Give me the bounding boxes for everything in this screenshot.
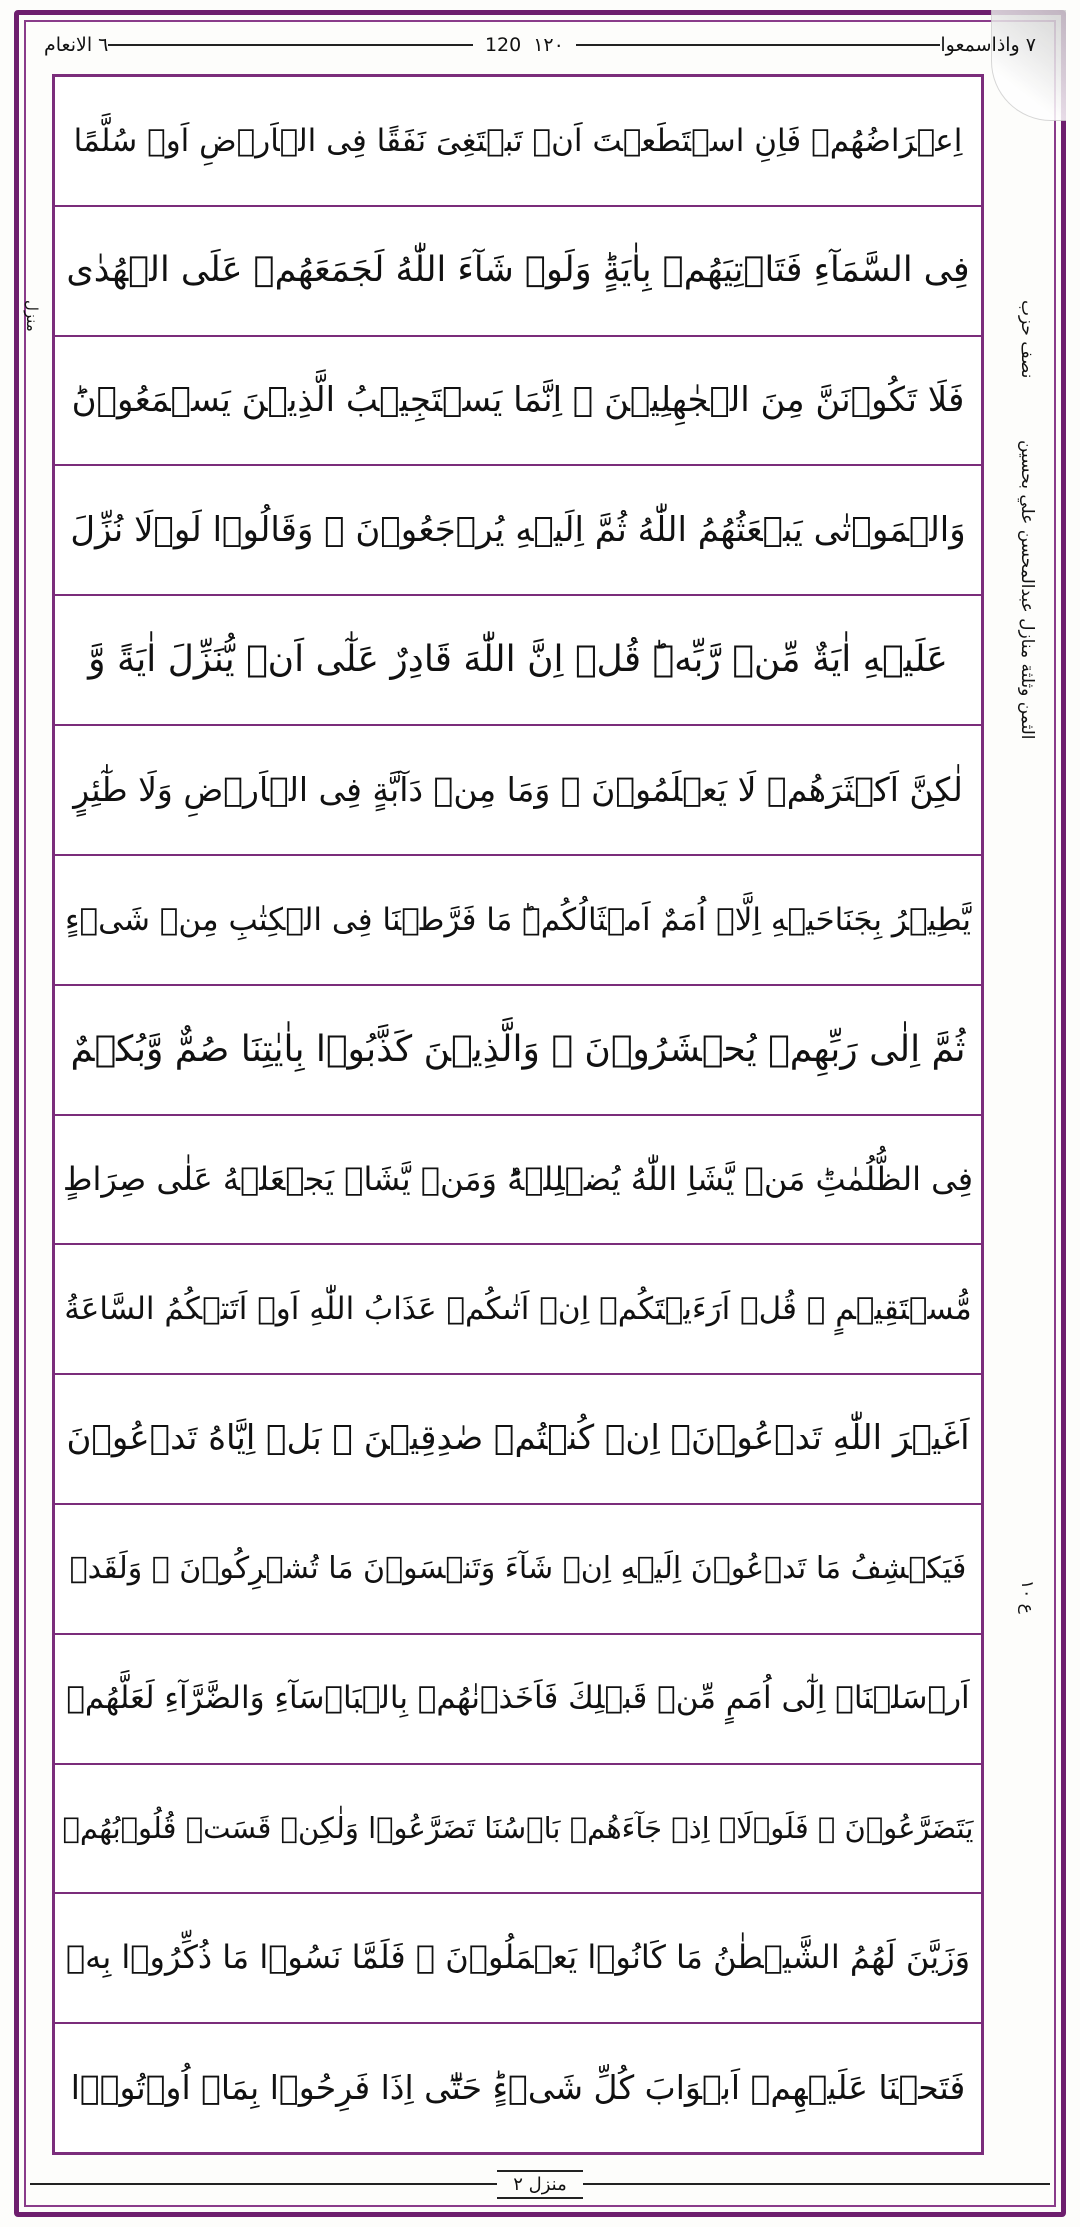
quran-line [55,1375,981,1505]
quran-line-text: يَتَضَرَّعُوۡنَ ۞ فَلَوۡلَاۤ اِذۡ جَآءَهُمۡ بَاۡسُنَا تَضَرَّعُوۡا وَلٰكِنۡ قَسَتۡ قُلُوۡبُهُمۡ [62,1811,974,1846]
quran-line-text: فَلَا تَكُوۡنَنَّ مِنَ الۡجٰهِلِيۡنَ ۞ اِنَّمَا يَسۡتَجِيۡبُ الَّذِيۡنَ يَسۡمَعُوۡنَ‌ؕ [71,379,965,420]
quran-line-text: وَالۡمَوۡتٰى يَبۡعَثُهُمُ اللّٰهُ ثُمَّ اِلَيۡهِ يُرۡجَعُوۡنَ ۞ وَقَالُوۡا لَوۡلَا نُزِّلَ [70,509,966,550]
quran-line-text: اِعۡرَاضُهُمۡ فَاِنِ اسۡتَطَعۡتَ اَنۡ تَبۡتَغِىَ نَفَقًا فِى الۡاَرۡضِ اَوۡ سُلَّمًا [73,122,963,159]
quran-line [55,1245,981,1375]
quran-line [55,1894,981,2024]
margin-note-thumn-text: الثمن وثلثة منازل عبدالمحسن علي بحسين [1017,440,1037,740]
quran-line-text: اَغَيۡرَ اللّٰهِ تَدۡعُوۡنَ‌ۚ اِنۡ كُنۡتُمۡ صٰدِقِيۡنَ ۞ بَلۡ اِيَّاهُ تَدۡعُوۡنَ [66,1418,970,1459]
header-surah-label: ٦ الانعام [44,34,109,56]
quran-line [55,2024,981,2152]
margin-note-ruku [990,1580,1064,1618]
quran-line [55,466,981,596]
quran-line [55,207,981,337]
margin-note-thumn [990,440,1064,1060]
quran-line-text: يَّطِيۡرُ بِجَنَاحَيۡهِ اِلَّاۤ اُمَمٌ اَمۡثَالُكُمۡ‌ؕ مَا فَرَّطۡنَا فِى الۡكِتٰبِ مِنۡ شَىۡءٍ [64,901,972,938]
page-number-arabic: ١٢٠ [533,34,564,56]
page-header [30,24,1050,66]
quran-line-text: اَرۡسَلۡنَاۤ اِلٰٓى اُمَمٍ مِّنۡ قَبۡلِكَ فَاَخَذۡنٰهُمۡ بِالۡبَاۡسَآءِ وَالضَّرَّآءِ لَعَلَّهُمۡ [66,1680,970,1717]
margin-note-ruku-text: ع ١٠ [1017,1580,1037,1614]
quran-line [55,596,981,726]
quran-line [55,1765,981,1895]
quran-line [55,337,981,467]
header-page-number-group [108,34,940,56]
page-number-latin: 120 [484,34,522,56]
quran-line [55,1635,981,1765]
quran-line-text: فِى الظُّلُمٰتِ‌ؕ مَنۡ يَّشَاِ اللّٰهُ يُضۡلِلۡهُ‌ؕ وَمَنۡ يَّشَاۡ يَجۡعَلۡهُ عَلٰى صِرَاطٍ [62,1159,974,1198]
quran-line [55,856,981,986]
quran-line [55,1505,981,1635]
margin-note-left-text: منزل [23,300,41,332]
margin-note-half-hizb-text: نصف حزب [1017,300,1037,379]
header-juz-label: ٧ واذاسمعوا [940,34,1036,56]
quran-line-text: لٰكِنَّ اَكۡثَرَهُمۡ لَا يَعۡلَمُوۡنَ ۞ وَمَا مِنۡ دَآبَّةٍ فِى الۡاَرۡضِ وَلَا طٰٓئِرٍ [73,769,963,809]
quran-line [55,986,981,1116]
quran-line-text: مُّسۡتَقِيۡمٍ ۞ قُلۡ اَرَءَيۡتَكُمۡ اِنۡ اَتٰٮكُمۡ عَذَابُ اللّٰهِ اَوۡ اَتَتۡكُمُ السَّاعَةُ [64,1290,972,1327]
page-footer [30,2167,1050,2201]
margin-note-left [18,300,46,336]
margin-note-half-hizb [990,300,1064,382]
footer-manzil-label: منزل ٢ [497,2170,582,2199]
quran-line-text: فَتَحۡنَا عَلَيۡهِمۡ اَبۡوَابَ كُلِّ شَىۡءٍ‌ؕ حَتّٰٓى اِذَا فَرِحُوۡا بِمَاۤ اُوۡتُوۡۤا [70,2067,966,2107]
quran-line [55,1116,981,1246]
quran-line-text: فِى السَّمَآءِ فَتَاۡتِيَهُمۡ بِاٰيَةٍ‌ؕ وَلَوۡ شَآءَ اللّٰهُ لَجَمَعَهُمۡ عَلَى الۡهُدٰى [66,250,970,291]
quran-line-text: فَيَكۡشِفُ مَا تَدۡعُوۡنَ اِلَيۡهِ اِنۡ شَآءَ وَتَنۡسَوۡنَ مَا تُشۡرِكُوۡنَ ۞ وَلَقَدۡ [69,1551,967,1587]
quran-line [55,77,981,207]
quran-text-block [52,74,984,2155]
quran-line-text: ثُمَّ اِلٰى رَبِّهِمۡ يُحۡشَرُوۡنَ ۞ وَالَّذِيۡنَ كَذَّبُوۡا بِاٰيٰتِنَا صُمٌّ وَّبُكۡمٌ [70,1028,966,1070]
quran-line [55,726,981,856]
quran-line-text: عَلَيۡهِ اٰيَةٌ مِّنۡ رَّبِّهٖ‌ؕ قُلۡ اِنَّ اللّٰهَ قَادِرٌ عَلٰٓى اَنۡ يُّنَزِّلَ اٰيَةً وَّ [88,639,948,681]
quran-line-text: وَزَيَّنَ لَهُمُ الشَّيۡطٰنُ مَا كَانُوۡا يَعۡمَلُوۡنَ ۞ فَلَمَّا نَسُوۡا مَا ذُكِّرُوۡا بِهٖ [65,1938,971,1977]
